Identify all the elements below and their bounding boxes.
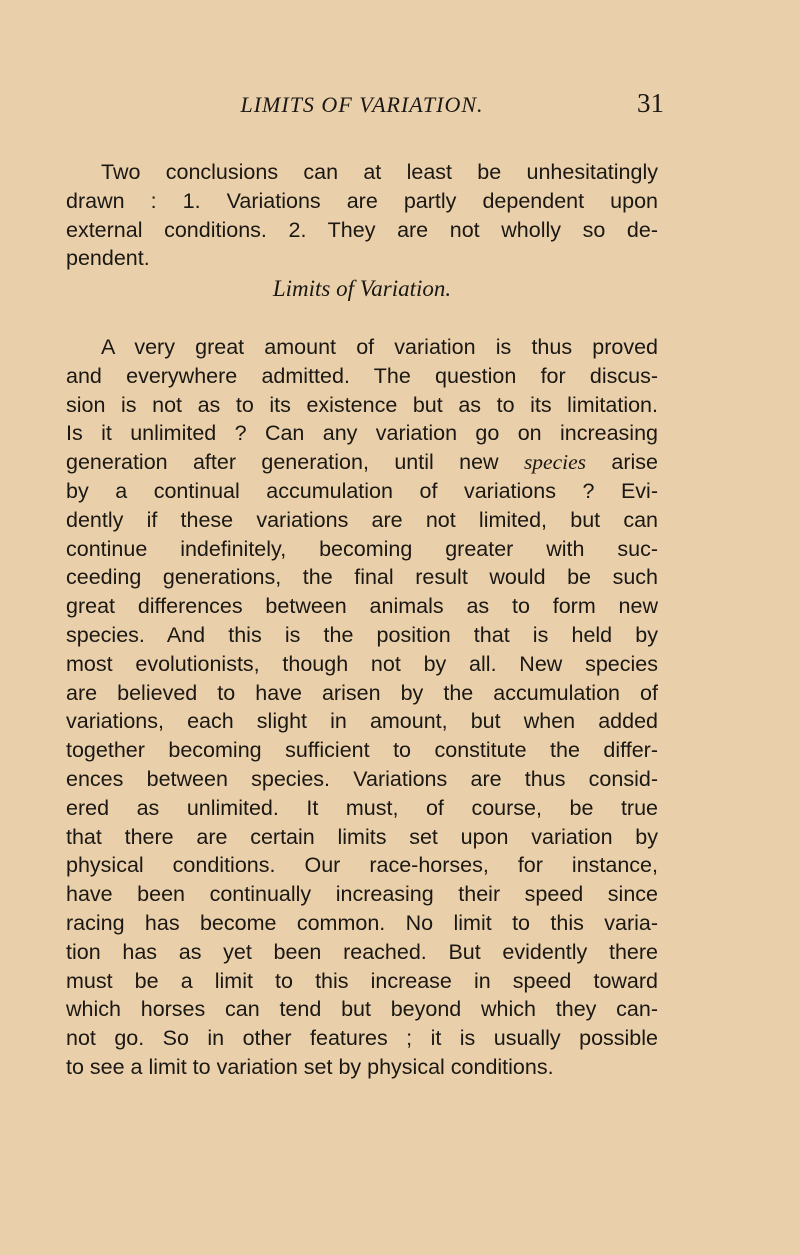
text-line: species. And this is the position that is held by	[66, 622, 658, 647]
text-segment: arise	[586, 450, 658, 475]
text-line: that there are certain limits set upon variation by	[66, 824, 658, 849]
text-line: most evolutionists, though not by all. New species	[66, 651, 658, 676]
text-line: physical conditions. Our race-horses, for instance,	[66, 853, 658, 878]
text-line: must be a limit to this increase in speed toward	[66, 968, 658, 993]
text-line: are believed to have arisen by the accumulation of	[66, 680, 658, 705]
italic-word: species	[523, 450, 587, 475]
page-number: 31	[637, 88, 664, 118]
text-line: variations, each slight in amount, but when added	[66, 709, 658, 734]
text-line: Is it unlimited ? Can any variation go on increasing	[66, 421, 658, 446]
text-line: ered as unlimited. It must, of course, be true	[66, 795, 658, 820]
body-paragraph	[66, 333, 658, 1082]
text-line: continue indefinitely, becoming greater with suc-	[66, 536, 658, 561]
text-line: external conditions. 2. They are not wholly so de-	[66, 217, 658, 242]
intro-paragraph	[66, 158, 658, 273]
running-head	[66, 88, 664, 122]
text-line: ences between species. Variations are thus consid-	[66, 766, 658, 791]
text-line: Two conclusions can at least be unhesitatingly	[101, 160, 658, 184]
text-line: pendent.	[66, 246, 150, 271]
text-line: to see a limit to variation set by physical conditions.	[66, 1054, 554, 1079]
text-segment: generation after generation, until new	[66, 450, 524, 475]
text-line: not go. So in other features ; it is usually possible	[66, 1026, 658, 1051]
text-line: tion has as yet been reached. But evidently there	[66, 939, 658, 964]
text-line: drawn : 1. Variations are partly dependent upon	[66, 188, 658, 213]
text-line: together becoming sufficient to constitute the differ-	[66, 738, 658, 763]
text-line: by a continual accumulation of variations ? Evi-	[66, 478, 658, 503]
text-line: sion is not as to its existence but as to its limitation.	[66, 392, 658, 417]
text-line: have been continually increasing their speed since	[66, 882, 658, 907]
text-line: and everywhere admitted. The question for discus-	[66, 363, 658, 388]
text-line: which horses can tend but beyond which they can-	[66, 997, 658, 1022]
text-line: dently if these variations are not limited, but can	[66, 507, 658, 532]
text-line	[66, 448, 658, 477]
section-heading: Limits of Variation.	[272, 276, 452, 301]
running-title: LIMITS OF VARIATION.	[240, 92, 484, 117]
text-line: racing has become common. No limit to this varia-	[66, 910, 658, 935]
text-line: ceeding generations, the final result would be such	[66, 565, 658, 590]
text-line: A very great amount of variation is thus proved	[101, 335, 658, 359]
text-line: great differences between animals as to form new	[66, 594, 658, 619]
